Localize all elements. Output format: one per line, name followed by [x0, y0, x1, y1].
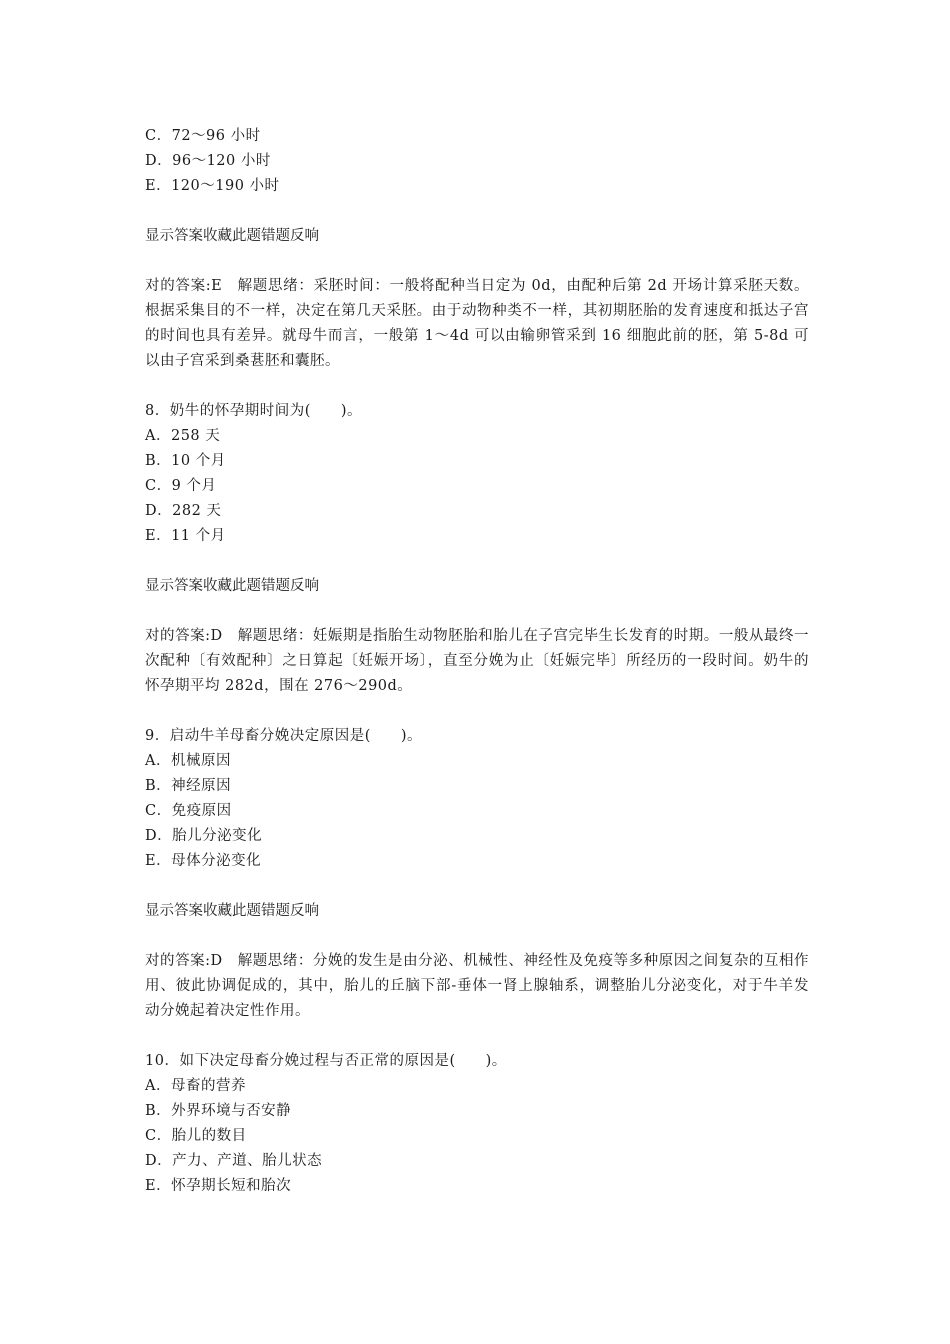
- answer-actions-link[interactable]: 显示答案收藏此题错题反响: [145, 228, 319, 244]
- option-d: D．产力、产道、胎儿状态: [145, 1153, 323, 1169]
- option-a: A．母畜的营养: [145, 1078, 246, 1094]
- question-text: 8．奶牛的怀孕期时间为( )。: [145, 403, 363, 419]
- option-e: E．120～190 小时: [145, 178, 280, 194]
- answer-actions-link[interactable]: 显示答案收藏此题错题反响: [145, 578, 319, 594]
- option-b: B．外界环境与否安静: [145, 1103, 292, 1119]
- document-content: [145, 124, 809, 1199]
- answer-explanation: 对的答案:E 解题思绪：采胚时间：一般将配种当日定为 0d，由配种后第 2d 开场计算采胚天数。根据采集目的不一样，决定在第几天采胚。由于动物种类不一样，其初期胚胎的发育速度和抵达子宫的时间也具有差异。就母牛而言，一般第 1～4d 可以由输卵管采到 16 细胞此前的胚，第 5-8d 可以由子宫采到桑葚胚和囊胚。: [145, 278, 809, 369]
- option-c: C．9 个月: [145, 478, 217, 494]
- option-c: C．免疫原因: [145, 803, 232, 819]
- question-text: 10．如下决定母畜分娩过程与否正常的原因是( )。: [145, 1053, 507, 1069]
- option-e: E．母体分泌变化: [145, 853, 262, 869]
- option-e: E．怀孕期长短和胎次: [145, 1178, 292, 1194]
- option-c: C．胎儿的数目: [145, 1128, 247, 1144]
- question-text: 9．启动牛羊母畜分娩决定原因是( )。: [145, 728, 423, 744]
- option-a: A．258 天: [145, 428, 221, 444]
- option-a: A．机械原因: [145, 753, 231, 769]
- option-d: D．96～120 小时: [145, 153, 271, 169]
- option-c: C．72～96 小时: [145, 128, 261, 144]
- answer-explanation: 对的答案:D 解题思绪：妊娠期是指胎生动物胚胎和胎儿在子宫完毕生长发育的时期。一般从最终一次配种〔有效配种〕之日算起〔妊娠开场〕，直至分娩为止〔妊娠完毕〕所经历的一段时间。奶牛的怀孕期平均 282d，围在 276～290d。: [145, 628, 809, 694]
- option-e: E．11 个月: [145, 528, 226, 544]
- option-d: D．282 天: [145, 503, 222, 519]
- option-b: B．10 个月: [145, 453, 226, 469]
- option-d: D．胎儿分泌变化: [145, 828, 263, 844]
- option-b: B．神经原因: [145, 778, 232, 794]
- answer-explanation: 对的答案:D 解题思绪：分娩的发生是由分泌、机械性、神经性及免疫等多种原因之间复杂的互相作用、彼此协调促成的，其中，胎儿的丘脑下部-垂体一肾上腺轴系，调整胎儿分泌变化，对于牛羊发动分娩起着决定性作用。: [145, 953, 809, 1019]
- answer-actions-link[interactable]: 显示答案收藏此题错题反响: [145, 903, 319, 919]
